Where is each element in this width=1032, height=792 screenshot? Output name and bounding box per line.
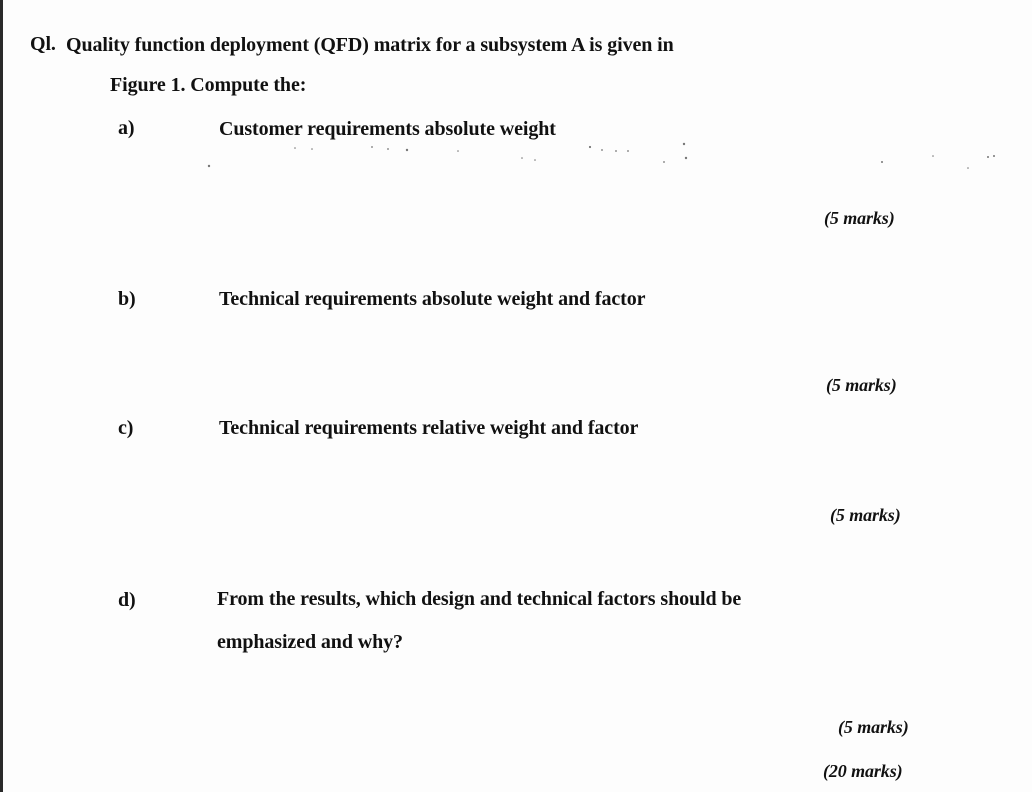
- scan-noise-marks: [200, 140, 1020, 170]
- part-b-label: b): [118, 288, 136, 310]
- part-b-text: Technical requirements absolute weight and factor: [219, 288, 646, 310]
- part-b-marks: (5 marks): [826, 375, 897, 395]
- part-a-text: Customer requirements absolute weight: [219, 118, 556, 140]
- part-d-marks: (5 marks): [838, 717, 909, 737]
- part-a-label: a): [118, 117, 135, 139]
- part-a-marks: (5 marks): [824, 208, 895, 228]
- part-d-text-line1: From the results, which design and technical factors should be: [217, 588, 742, 610]
- part-c-text: Technical requirements relative weight and factor: [219, 417, 639, 439]
- part-c-marks: (5 marks): [830, 505, 901, 525]
- question-number: Ql.: [30, 33, 56, 55]
- part-d-text-line2: emphasized and why?: [217, 631, 403, 653]
- question-intro-line2: Figure 1. Compute the:: [110, 74, 307, 96]
- total-marks: (20 marks): [823, 761, 903, 781]
- page-left-border: [0, 0, 3, 792]
- part-d-label: d): [118, 589, 136, 611]
- question-intro-line1: Quality function deployment (QFD) matrix for a subsystem A is given in: [66, 34, 674, 56]
- part-c-label: c): [118, 417, 134, 439]
